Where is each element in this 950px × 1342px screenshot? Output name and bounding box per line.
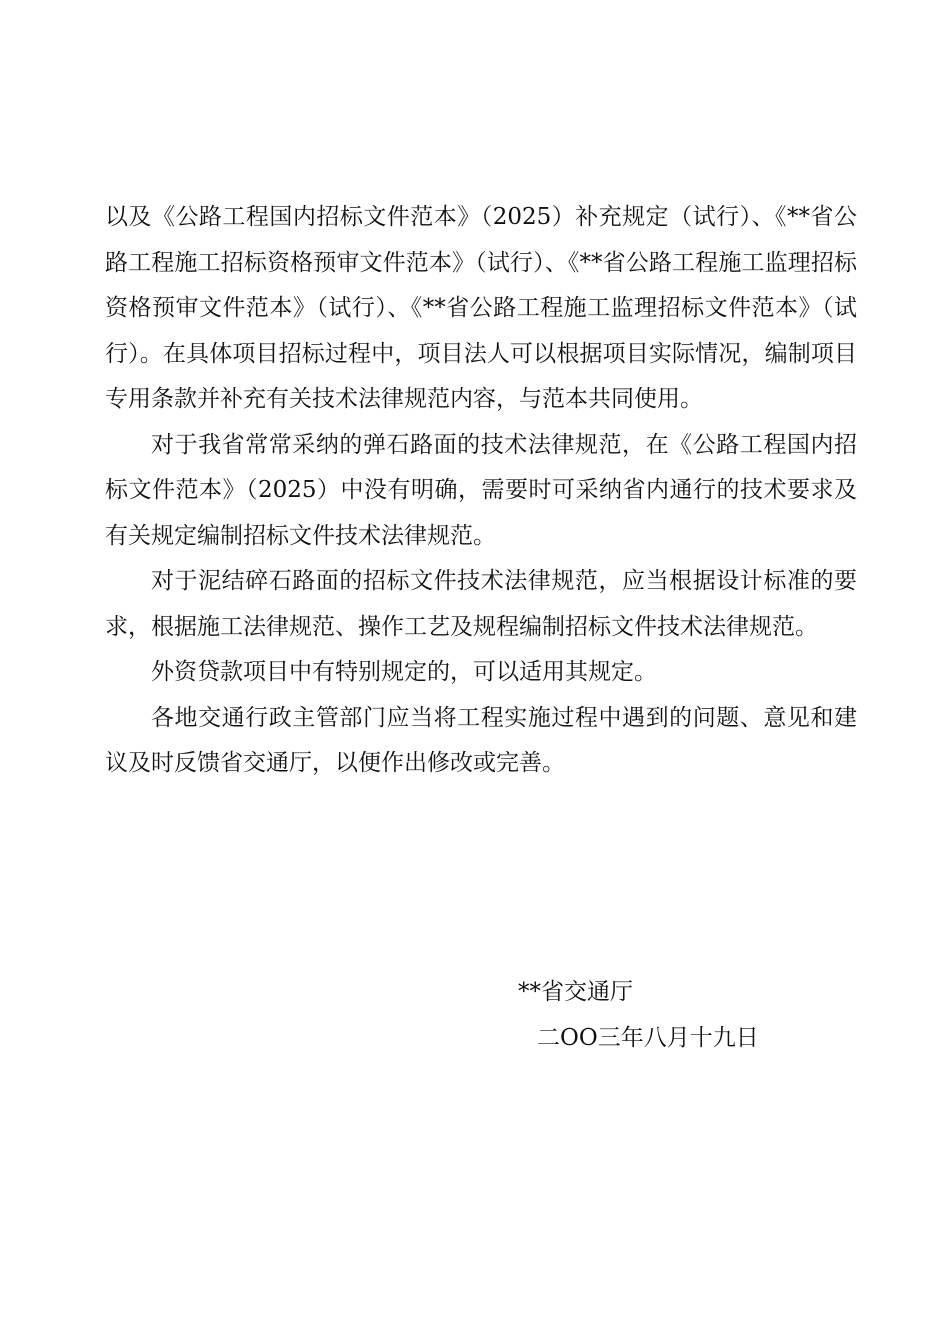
paragraph-stone-pavement: 对于我省常常采纳的弹石路面的技术法律规范，在《公路工程国内招标文件范本》（2025）中没有明确，需要时可采纳省内通行的技术要求及有关规定编制招标文件技术法律规范。	[105, 431, 857, 549]
signature-date: 二OO三年八月十九日	[537, 1025, 759, 1051]
document-body	[105, 195, 857, 787]
paragraph-foreign-loan: 外资贷款项目中有特别规定的，可以适用其规定。	[151, 659, 657, 685]
paragraph-continuation: 以及《公路工程国内招标文件范本》（2025）补充规定（试行）、《**省公路工程施工招标资格预审文件范本》（试行）、《**省公路工程施工监理招标资格预审文件范本》（试行）、《**省公路工程施工监理招标文件范本》（试行）。在具体项目招标过程中，项目法人可以根据项目实际情况，编制项目专用条款并补充有关技术法律规范内容，与范本共同使用。	[105, 204, 857, 412]
paragraph-macadam-pavement: 对于泥结碎石路面的招标文件技术法律规范，应当根据设计标准的要求，根据施工法律规范、操作工艺及规程编制招标文件技术法律规范。	[105, 568, 857, 640]
signature-organization: **省交通厅	[518, 979, 633, 1005]
paragraph-feedback: 各地交通行政主管部门应当将工程实施过程中遇到的问题、意见和建议及时反馈省交通厅，以便作出修改或完善。	[105, 704, 857, 776]
